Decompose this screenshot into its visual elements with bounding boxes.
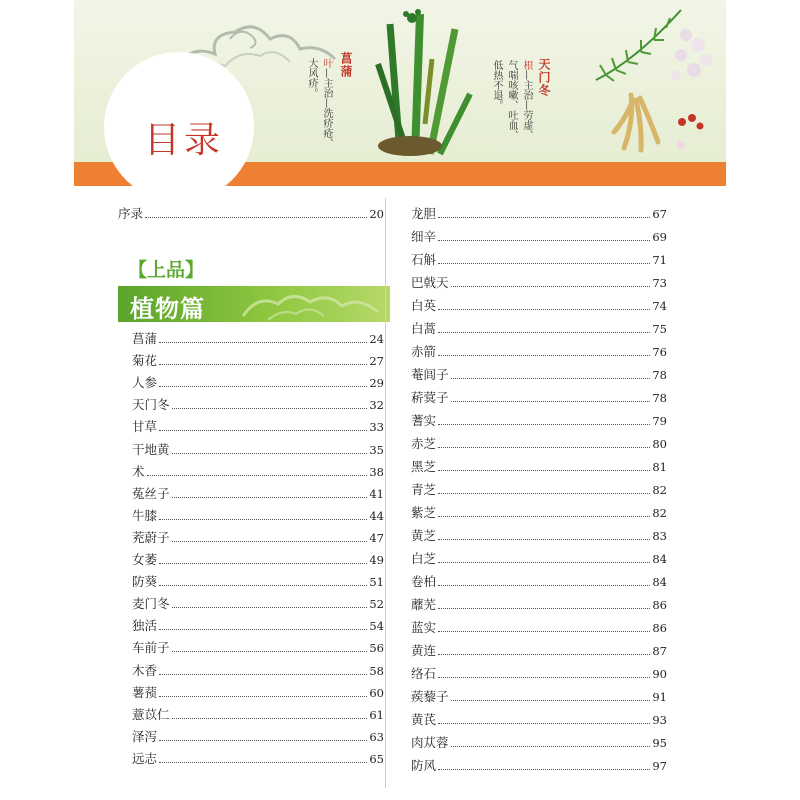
- entry-page: 67: [652, 207, 667, 221]
- grade-label: 【上品】: [128, 259, 205, 281]
- header-banner: [74, 0, 726, 186]
- dot-leader: [438, 355, 650, 356]
- toc-row: [132, 504, 384, 524]
- entry-page: 52: [369, 597, 384, 612]
- entry-page: 24: [369, 332, 384, 346]
- left-plant-part: 叶: [321, 58, 332, 68]
- toc-row: [411, 386, 667, 406]
- entry-page: 41: [369, 486, 384, 501]
- entry-page: 90: [652, 667, 667, 681]
- entry-name: 人参: [132, 375, 158, 391]
- dot-leader: [172, 651, 368, 652]
- dot-leader: [438, 217, 650, 218]
- entry-page: 33: [369, 420, 384, 435]
- dot-leader: [159, 762, 367, 763]
- dot-leader: [159, 740, 367, 741]
- dot-leader: [451, 700, 651, 701]
- toc-row: [132, 747, 384, 767]
- entry-name: 肉苁蓉: [411, 735, 449, 750]
- entry-name: 黄连: [411, 643, 437, 658]
- entry-name: 白英: [411, 298, 437, 313]
- entry-page: 71: [652, 253, 667, 267]
- right-plant-line1: —主治—劳虚、: [521, 70, 532, 140]
- dot-leader: [159, 519, 367, 520]
- entry-page: 51: [369, 575, 384, 590]
- dot-leader: [159, 364, 367, 365]
- entry-page: 97: [652, 759, 667, 773]
- entry-name: 天门冬: [132, 397, 170, 413]
- dot-leader: [172, 497, 368, 498]
- toc-row: [132, 703, 384, 723]
- dot-leader: [438, 424, 650, 425]
- left-plant-line1: —主治—洗疥疮、: [321, 68, 332, 148]
- dot-leader: [172, 718, 368, 719]
- dot-leader: [438, 493, 650, 494]
- toc-row: [132, 725, 384, 745]
- entry-name: 黑芝: [411, 459, 437, 474]
- entry-page: 63: [369, 729, 384, 744]
- entry-page: 78: [652, 391, 667, 405]
- calamus-plant-illustration: [370, 4, 480, 162]
- entry-name: 防风: [411, 758, 437, 773]
- dot-leader: [172, 453, 368, 454]
- dot-leader: [159, 629, 367, 630]
- dot-leader: [438, 562, 650, 563]
- dot-leader: [438, 585, 650, 586]
- dot-leader: [451, 746, 651, 747]
- entry-page: 56: [369, 641, 384, 656]
- right-plant-line3: 低热不退。: [491, 60, 502, 110]
- entry-page: 20: [369, 207, 384, 221]
- entry-page: 84: [652, 552, 667, 566]
- dot-leader: [159, 386, 367, 387]
- left-plant-name: 菖蒲: [339, 52, 353, 78]
- dot-leader: [438, 631, 650, 632]
- entry-page: 87: [652, 644, 667, 658]
- entry-name: 巴戟天: [411, 275, 449, 290]
- entry-page: 58: [369, 663, 384, 678]
- right-plant-name: 天门冬: [537, 58, 551, 97]
- entry-page: 65: [369, 751, 384, 766]
- dot-leader: [159, 696, 367, 697]
- entry-page: 73: [652, 276, 667, 290]
- dot-leader: [147, 475, 368, 476]
- dot-leader: [438, 608, 650, 609]
- entry-page: 44: [369, 508, 384, 523]
- entry-name: 独活: [132, 618, 158, 634]
- toc-row: [411, 639, 667, 659]
- toc-row: [132, 415, 384, 435]
- toc-row: [132, 482, 384, 502]
- entry-name: 蘼芜: [411, 597, 437, 612]
- dot-leader: [451, 401, 651, 402]
- toc-row: [411, 524, 667, 544]
- toc-row: [411, 501, 667, 521]
- toc-row: [411, 754, 667, 774]
- entry-name: 泽泻: [132, 728, 158, 744]
- entry-name: 青芝: [411, 482, 437, 497]
- dot-leader: [438, 447, 650, 448]
- entry-page: 29: [369, 376, 384, 391]
- dot-leader: [159, 674, 367, 675]
- toc-row: [411, 294, 667, 314]
- entry-name: 紫芝: [411, 505, 437, 520]
- entry-name: 白蒿: [411, 321, 437, 336]
- entry-page: 32: [369, 398, 384, 413]
- toc-row: [132, 349, 384, 369]
- toc-row: [132, 592, 384, 612]
- entry-name: 赤芝: [411, 436, 437, 451]
- entry-page: 95: [652, 736, 667, 750]
- toc-row: [411, 593, 667, 613]
- entry-name: 石斛: [411, 252, 437, 267]
- entry-name: 序录: [118, 206, 144, 221]
- toc-row: [411, 271, 667, 291]
- entry-name: 牛膝: [132, 507, 158, 523]
- entry-page: 84: [652, 575, 667, 589]
- entry-name: 龙胆: [411, 206, 437, 221]
- dot-leader: [438, 470, 650, 471]
- toc-row: [132, 393, 384, 413]
- right-plant-line2: 气喘咳嗽、吐血、: [506, 60, 517, 140]
- entry-page: 83: [652, 529, 667, 543]
- toc-row: [411, 317, 667, 337]
- dot-leader: [438, 516, 650, 517]
- section-banner: [118, 286, 390, 322]
- toc-row: [132, 327, 384, 347]
- toc-row: [411, 248, 667, 268]
- entry-name: 车前子: [132, 640, 170, 656]
- dot-leader: [451, 286, 651, 287]
- dot-leader: [438, 677, 650, 678]
- entry-name: 茺蔚子: [132, 529, 170, 545]
- toc-row: [411, 455, 667, 475]
- entry-name: 薏苡仁: [132, 706, 170, 722]
- entry-name: 麦门冬: [132, 596, 170, 612]
- entry-page: 60: [369, 685, 384, 700]
- dot-leader: [438, 309, 650, 310]
- toc-row: [411, 616, 667, 636]
- entry-name: 黄芪: [411, 712, 437, 727]
- entry-page: 79: [652, 414, 667, 428]
- toc-row: [132, 636, 384, 656]
- toc-row: [411, 570, 667, 590]
- entry-page: 38: [369, 464, 384, 479]
- toc-row: [411, 547, 667, 567]
- entry-page: 75: [652, 322, 667, 336]
- page-title: 目录: [144, 120, 225, 161]
- entry-page: 74: [652, 299, 667, 313]
- entry-name: 远志: [132, 750, 158, 766]
- toc-row: [118, 202, 384, 222]
- entry-page: 69: [652, 230, 667, 244]
- toc-row: [132, 526, 384, 546]
- entry-page: 80: [652, 437, 667, 451]
- entry-name: 术: [132, 463, 145, 479]
- entry-name: 菴闾子: [411, 367, 449, 382]
- toc-row: [411, 363, 667, 383]
- toc-row: [132, 460, 384, 480]
- right-plant-part: 根: [521, 60, 532, 70]
- entry-name: 白芝: [411, 551, 437, 566]
- entry-name: 菖蒲: [132, 331, 158, 346]
- entry-name: 卷柏: [411, 574, 437, 589]
- entry-name: 蒺藜子: [411, 689, 449, 704]
- cloud-pattern-icon: [238, 286, 390, 322]
- toc-row: [411, 225, 667, 245]
- section-title: 植物篇: [130, 295, 205, 322]
- dot-leader: [438, 654, 650, 655]
- dot-leader: [159, 430, 367, 431]
- dot-leader: [159, 342, 367, 343]
- entry-page: 35: [369, 442, 384, 457]
- entry-page: 82: [652, 483, 667, 497]
- column-divider: [385, 198, 386, 788]
- entry-name: 蓝实: [411, 620, 437, 635]
- toc-row: [132, 681, 384, 701]
- entry-page: 54: [369, 619, 384, 634]
- entry-name: 络石: [411, 666, 437, 681]
- toc-row: [411, 708, 667, 728]
- entry-name: 菟丝子: [132, 485, 170, 501]
- entry-page: 78: [652, 368, 667, 382]
- toc-row: [411, 731, 667, 751]
- entry-page: 86: [652, 598, 667, 612]
- dot-leader: [438, 240, 650, 241]
- toc-row: [132, 438, 384, 458]
- toc-page: [74, 0, 726, 800]
- dot-leader: [159, 585, 367, 586]
- entry-name: 干地黄: [132, 441, 170, 457]
- toc-row: [411, 478, 667, 498]
- dot-leader: [172, 408, 368, 409]
- dot-leader: [438, 263, 650, 264]
- entry-name: 蓍实: [411, 413, 437, 428]
- entry-page: 91: [652, 690, 667, 704]
- dot-leader: [145, 217, 367, 218]
- toc-row: [132, 659, 384, 679]
- dot-leader: [438, 723, 650, 724]
- toc-row: [132, 548, 384, 568]
- toc-row: [411, 202, 667, 222]
- toc-row: [132, 570, 384, 590]
- entry-page: 86: [652, 621, 667, 635]
- entry-name: 赤箭: [411, 344, 437, 359]
- toc-row: [411, 685, 667, 705]
- toc-row: [411, 409, 667, 429]
- entry-page: 93: [652, 713, 667, 727]
- dot-leader: [172, 607, 368, 608]
- entry-name: 细辛: [411, 229, 437, 244]
- dot-leader: [159, 563, 367, 564]
- entry-page: 81: [652, 460, 667, 474]
- entry-name: 防葵: [132, 574, 158, 590]
- left-plant-line2: 大风疥。: [306, 58, 317, 98]
- dot-leader: [172, 541, 368, 542]
- toc-row: [411, 662, 667, 682]
- left-plant-note: [320, 58, 333, 168]
- entry-name: 甘草: [132, 419, 158, 435]
- entry-page: 82: [652, 506, 667, 520]
- entry-page: 49: [369, 553, 384, 567]
- entry-page: 61: [369, 707, 384, 722]
- toc-row: [132, 371, 384, 391]
- right-plant-note: [520, 60, 533, 170]
- preface-entry: [118, 202, 386, 226]
- entry-page: 47: [369, 530, 384, 545]
- dot-leader: [438, 769, 650, 770]
- entry-name: 木香: [132, 662, 158, 678]
- entry-name: 薯蓣: [132, 684, 158, 700]
- dot-leader: [438, 539, 650, 540]
- asparagus-plant-illustration: [586, 0, 721, 162]
- entry-name: 黄芝: [411, 528, 437, 543]
- entry-page: 76: [652, 345, 667, 359]
- toc-row: [411, 432, 667, 452]
- entry-name: 女萎: [132, 552, 158, 567]
- toc-row: [132, 614, 384, 634]
- dot-leader: [438, 332, 650, 333]
- entry-name: 菊花: [132, 353, 158, 369]
- entry-name: 菥蓂子: [411, 390, 449, 405]
- toc-row: [411, 340, 667, 360]
- entry-page: 27: [369, 354, 384, 369]
- dot-leader: [451, 378, 651, 379]
